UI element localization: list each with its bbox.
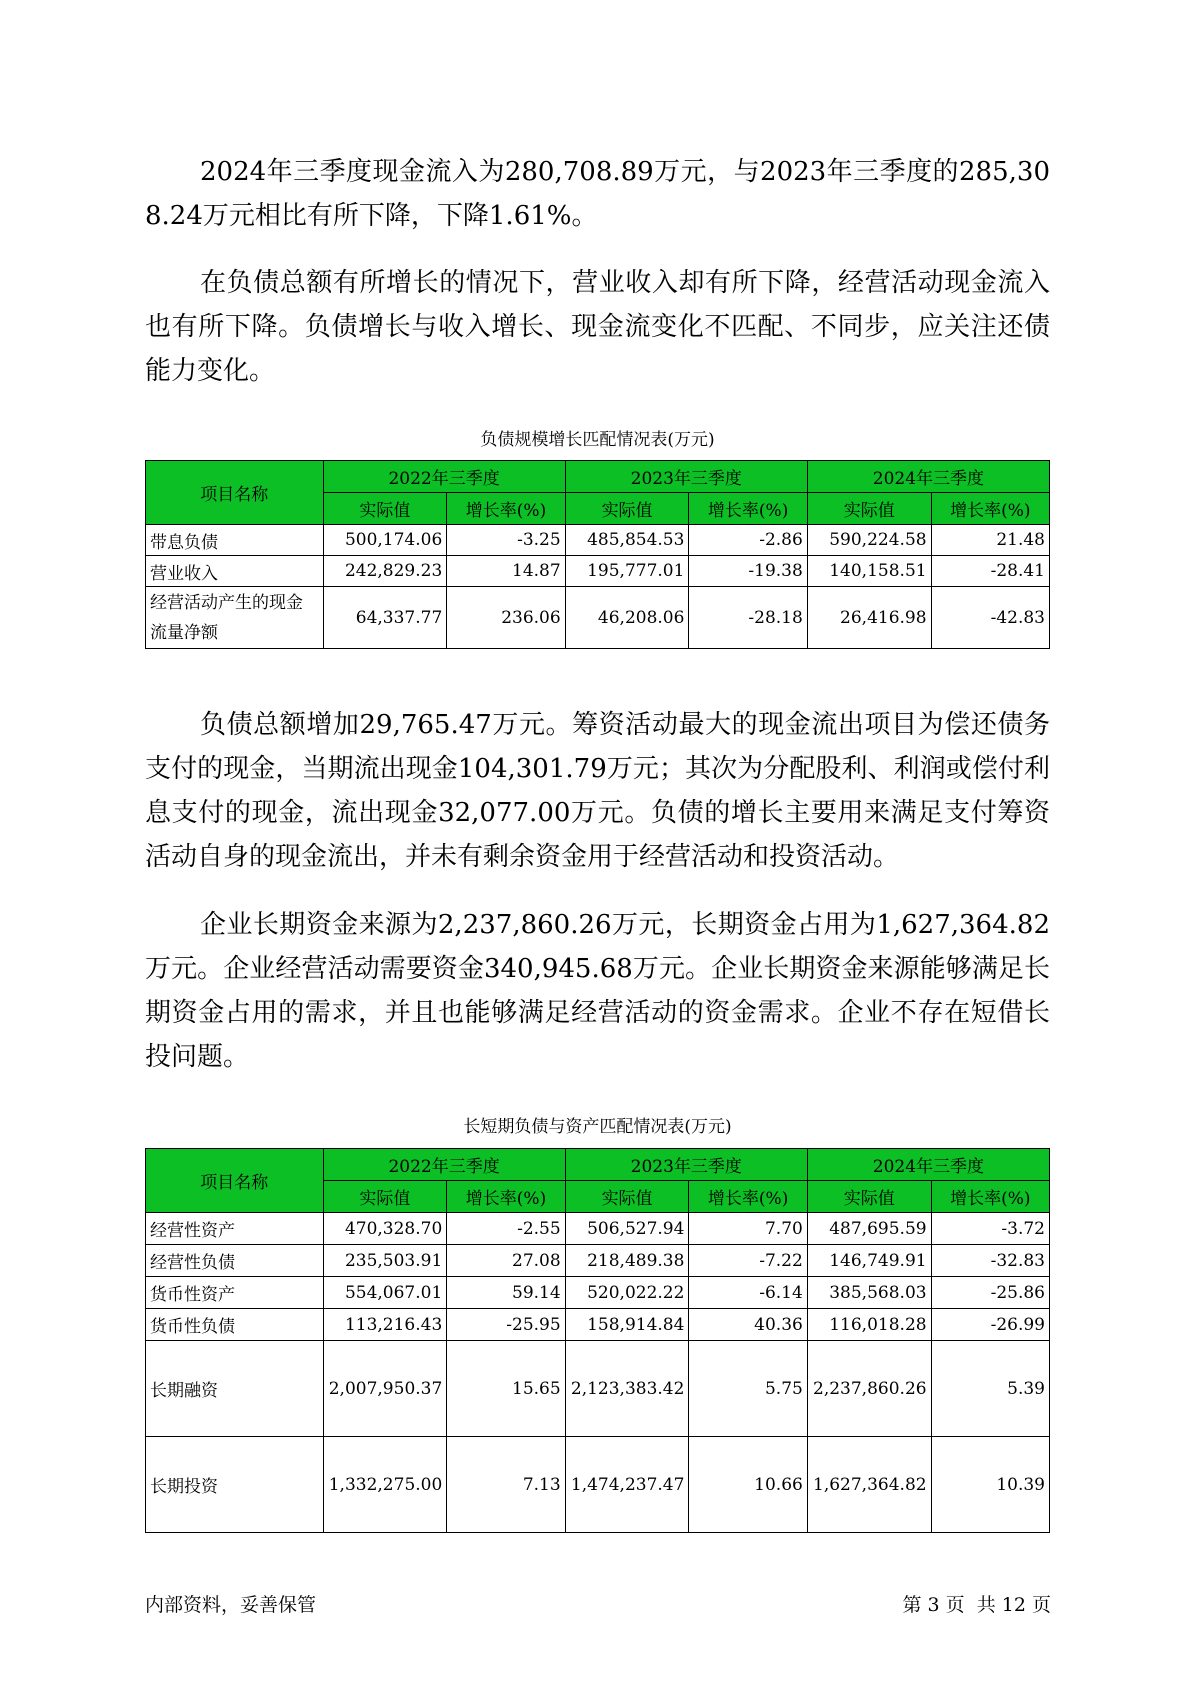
- cell: 59.14: [447, 1277, 565, 1309]
- asset-liability-match-table: [145, 1148, 1050, 1533]
- cell: 506,527.94: [565, 1213, 689, 1245]
- table2-caption: 长短期负债与资产匹配情况表(万元): [463, 1117, 732, 1137]
- cell: 242,829.23: [323, 556, 447, 587]
- cell: -3.72: [931, 1213, 1049, 1245]
- row-label: 经营性资产: [146, 1213, 324, 1245]
- row-label: 货币性资产: [146, 1277, 324, 1309]
- actual-header: 实际值: [565, 493, 689, 525]
- growth-header: 增长率(%): [689, 493, 807, 525]
- cell: 590,224.58: [807, 525, 931, 556]
- paragraph-debt-growth: 在负债总额有所增长的情况下，营业收入却有所下降，经营活动现金流入也有所下降。负债增长与收入增长、现金流变化不匹配、不同步，应关注还债能力变化。: [145, 268, 1050, 386]
- table-row: [146, 1245, 1050, 1277]
- cell: -28.18: [689, 587, 807, 649]
- cell: 500,174.06: [323, 525, 447, 556]
- cell: 236.06: [447, 587, 565, 649]
- actual-header: 实际值: [807, 493, 931, 525]
- footer-page-number: 第 3 页 共 12 页: [902, 1594, 1051, 1616]
- cell: 14.87: [447, 556, 565, 587]
- cell: 26,416.98: [807, 587, 931, 649]
- paragraph-long-term-funding: 企业长期资金来源为2,237,860.26万元，长期资金占用为1,627,364.82万元。企业经营活动需要资金340,945.68万元。企业长期资金来源能够满足长期资金占用的需求，并且也能够满足经营活动的资金需求。企业不存在短借长投问题。: [145, 910, 1050, 1072]
- growth-header: 增长率(%): [447, 493, 565, 525]
- cell: 40.36: [689, 1309, 807, 1341]
- cell: 21.48: [931, 525, 1049, 556]
- actual-header: 实际值: [323, 1181, 447, 1213]
- actual-header: 实际值: [565, 1181, 689, 1213]
- table-row: [146, 525, 1050, 556]
- paragraph-financing-cash: 负债总额增加29,765.47万元。筹资活动最大的现金流出项目为偿还债务支付的现金，当期流出现金104,301.79万元；其次为分配股利、利润或偿付利息支付的现金，流出现金32,077.00万元。负债的增长主要用来满足支付筹资活动自身的现金流出，并未有剩余资金用于经营活动和投资活动。: [145, 710, 1050, 872]
- period-header-2022: 2022年三季度: [323, 461, 565, 493]
- cell: -25.95: [447, 1309, 565, 1341]
- item-name-header: 项目名称: [146, 461, 324, 525]
- growth-header: 增长率(%): [689, 1181, 807, 1213]
- table-row: [146, 1213, 1050, 1245]
- row-label: 带息负债: [146, 525, 324, 556]
- row-label: 长期投资: [146, 1437, 324, 1533]
- period-header-2023: 2023年三季度: [565, 461, 807, 493]
- cell: 7.13: [447, 1437, 565, 1533]
- cell: 146,749.91: [807, 1245, 931, 1277]
- cell: 113,216.43: [323, 1309, 447, 1341]
- table-row: [146, 587, 1050, 649]
- item-name-header: 项目名称: [146, 1149, 324, 1213]
- cell: 158,914.84: [565, 1309, 689, 1341]
- actual-header: 实际值: [807, 1181, 931, 1213]
- cell: -25.86: [931, 1277, 1049, 1309]
- cell: 10.39: [931, 1437, 1049, 1533]
- period-header-2024: 2024年三季度: [807, 1149, 1049, 1181]
- table1-caption: 负债规模增长匹配情况表(万元): [480, 430, 715, 450]
- growth-header: 增长率(%): [931, 493, 1049, 525]
- cell: 195,777.01: [565, 556, 689, 587]
- cell: 2,237,860.26: [807, 1341, 931, 1437]
- cell: 1,474,237.47: [565, 1437, 689, 1533]
- table-row: [146, 556, 1050, 587]
- cell: 2,123,383.42: [565, 1341, 689, 1437]
- cell: 10.66: [689, 1437, 807, 1533]
- table-row: [146, 1309, 1050, 1341]
- row-label: 长期融资: [146, 1341, 324, 1437]
- growth-header: 增长率(%): [931, 1181, 1049, 1213]
- period-header-2023: 2023年三季度: [565, 1149, 807, 1181]
- table-row: [146, 1277, 1050, 1309]
- cell: 5.39: [931, 1341, 1049, 1437]
- row-label: 经营性负债: [146, 1245, 324, 1277]
- period-header-2024: 2024年三季度: [807, 461, 1049, 493]
- cell: 2,007,950.37: [323, 1341, 447, 1437]
- cell: 5.75: [689, 1341, 807, 1437]
- cell: 487,695.59: [807, 1213, 931, 1245]
- cell: -3.25: [447, 525, 565, 556]
- row-label: 营业收入: [146, 556, 324, 587]
- table-row: [146, 1437, 1050, 1533]
- cell: 1,627,364.82: [807, 1437, 931, 1533]
- cell: 1,332,275.00: [323, 1437, 447, 1533]
- cell: 520,022.22: [565, 1277, 689, 1309]
- cell: 485,854.53: [565, 525, 689, 556]
- cell: 385,568.03: [807, 1277, 931, 1309]
- cell: 46,208.06: [565, 587, 689, 649]
- table-row: [146, 1341, 1050, 1437]
- cell: -19.38: [689, 556, 807, 587]
- growth-header: 增长率(%): [447, 1181, 565, 1213]
- cell: -32.83: [931, 1245, 1049, 1277]
- cell: -42.83: [931, 587, 1049, 649]
- cell: 218,489.38: [565, 1245, 689, 1277]
- row-label: 经营活动产生的现金流量净额: [146, 587, 324, 649]
- cell: 470,328.70: [323, 1213, 447, 1245]
- cell: -26.99: [931, 1309, 1049, 1341]
- cell: 116,018.28: [807, 1309, 931, 1341]
- cell: -6.14: [689, 1277, 807, 1309]
- cell: -28.41: [931, 556, 1049, 587]
- cell: -7.22: [689, 1245, 807, 1277]
- cell: 7.70: [689, 1213, 807, 1245]
- footer-confidential-note: 内部资料，妥善保管: [145, 1594, 317, 1616]
- period-header-2022: 2022年三季度: [323, 1149, 565, 1181]
- cell: 27.08: [447, 1245, 565, 1277]
- cell: 140,158.51: [807, 556, 931, 587]
- paragraph-cash-inflow: 2024年三季度现金流入为280,708.89万元，与2023年三季度的285,308.24万元相比有所下降，下降1.61%。: [145, 157, 1050, 231]
- row-label: 货币性负债: [146, 1309, 324, 1341]
- cell: 15.65: [447, 1341, 565, 1437]
- cell: 235,503.91: [323, 1245, 447, 1277]
- actual-header: 实际值: [323, 493, 447, 525]
- cell: 64,337.77: [323, 587, 447, 649]
- cell: 554,067.01: [323, 1277, 447, 1309]
- cell: -2.86: [689, 525, 807, 556]
- cell: -2.55: [447, 1213, 565, 1245]
- debt-growth-table: [145, 460, 1050, 649]
